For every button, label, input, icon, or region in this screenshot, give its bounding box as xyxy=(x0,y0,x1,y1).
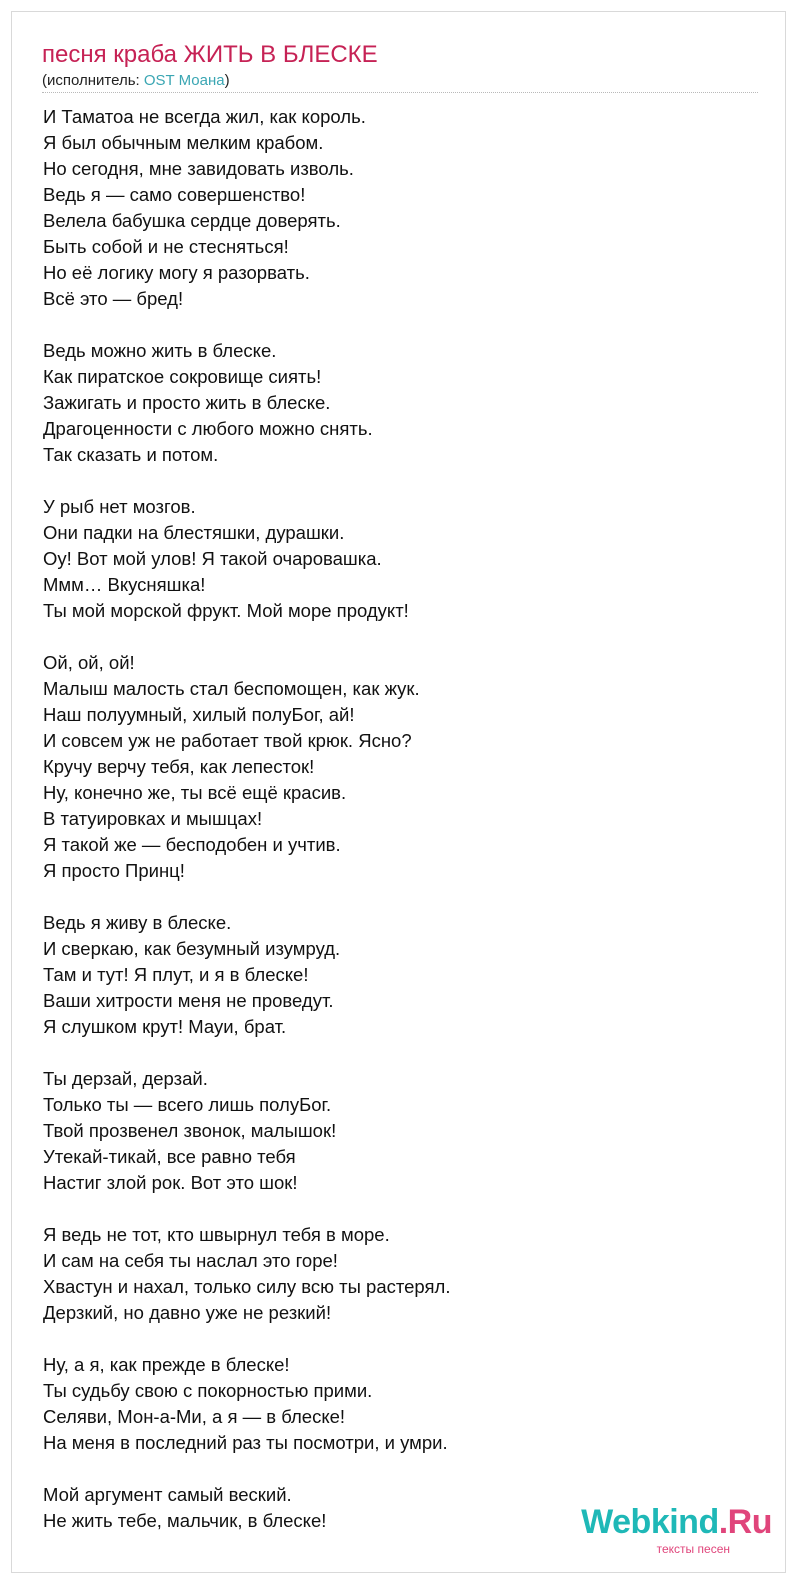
lyrics-line: Я был обычным мелким крабом. xyxy=(43,132,324,153)
lyrics-line: Настиг злой рок. Вот это шок! xyxy=(43,1172,298,1193)
lyrics-stanza xyxy=(43,1222,743,1326)
lyrics-stanza xyxy=(43,1066,743,1196)
song-title: песня краба ЖИТЬ В БЛЕСКЕ xyxy=(42,41,378,68)
artist-suffix: ) xyxy=(224,72,230,89)
lyrics-line: Ты судьбу свою с покорностью прими. xyxy=(43,1380,373,1401)
lyrics-line: Ведь я живу в блеске. xyxy=(43,912,232,933)
lyrics-line: Ну, а я, как прежде в блеске! xyxy=(43,1354,290,1375)
logo-wordmark xyxy=(581,1502,772,1542)
lyrics-line: Драгоценности с любого можно снять. xyxy=(43,418,373,439)
artist-line xyxy=(42,72,230,90)
lyrics-line: Малыш малость стал беспомощен, как жук. xyxy=(43,678,420,699)
lyrics-line: Я такой же — бесподобен и учтив. xyxy=(43,834,341,855)
lyrics-stanza xyxy=(43,1352,743,1456)
lyrics-line: Ты мой морской фрукт. Мой море продукт! xyxy=(43,600,409,621)
artist-link[interactable]: OST Моана xyxy=(143,72,225,89)
lyrics-line: Только ты — всего лишь полуБог. xyxy=(43,1094,332,1115)
artist-prefix: (исполнитель: xyxy=(42,72,144,89)
lyrics-line: Ты дерзай, дерзай. xyxy=(43,1068,208,1089)
header-divider xyxy=(42,92,758,93)
lyrics-line: Кручу верчу тебя, как лепесток! xyxy=(43,756,315,777)
lyrics-block xyxy=(43,104,743,1534)
lyrics-line: Быть собой и не стесняться! xyxy=(43,236,289,257)
lyrics-stanza xyxy=(43,338,743,468)
lyrics-line: И сверкаю, как безумный изумруд. xyxy=(43,938,341,959)
lyrics-line: Ведь можно жить в блеске. xyxy=(43,340,277,361)
lyrics-line: Ваши хитрости меня не проведут. xyxy=(43,990,334,1011)
lyrics-line: Там и тут! Я плут, и я в блеске! xyxy=(43,964,309,985)
lyrics-line: Не жить тебе, мальчик, в блеске! xyxy=(43,1510,327,1531)
lyrics-line: Так сказать и потом. xyxy=(43,444,219,465)
lyrics-line: И Таматоа не всегда жил, как король. xyxy=(43,106,366,127)
lyrics-line: Но сегодня, мне завидовать изволь. xyxy=(43,158,354,179)
lyrics-stanza xyxy=(43,104,743,312)
lyrics-line: Оу! Вот мой улов! Я такой очаровашка. xyxy=(43,548,382,569)
logo-name: Webkind xyxy=(581,1503,719,1541)
lyrics-line: Я просто Принц! xyxy=(43,860,185,881)
lyrics-line: На меня в последний раз ты посмотри, и умри. xyxy=(43,1432,448,1453)
logo-tagline: тексты песен xyxy=(656,1542,730,1556)
lyrics-line: В татуировках и мышцах! xyxy=(43,808,263,829)
site-logo[interactable] xyxy=(572,1502,772,1560)
lyrics-stanza xyxy=(43,494,743,624)
lyrics-line: Утекай-тикай, все равно тебя xyxy=(43,1146,296,1167)
lyrics-line: Селяви, Мон-а-Ми, а я — в блеске! xyxy=(43,1406,346,1427)
lyrics-line: Я слушком крут! Мауи, брат. xyxy=(43,1016,287,1037)
lyrics-line: Как пиратское сокровище сиять! xyxy=(43,366,322,387)
lyrics-line: Ведь я — само совершенство! xyxy=(43,184,306,205)
lyrics-line: И совсем уж не работает твой крюк. Ясно? xyxy=(43,730,412,751)
lyrics-line: Твой прозвенел звонок, малышок! xyxy=(43,1120,337,1141)
lyrics-line: Ну, конечно же, ты всё ещё красив. xyxy=(43,782,347,803)
lyrics-line: Мой аргумент самый веский. xyxy=(43,1484,292,1505)
lyrics-line: Всё это — бред! xyxy=(43,288,184,309)
lyrics-line: Хвастун и нахал, только силу всю ты растерял. xyxy=(43,1276,451,1297)
lyrics-line: Велела бабушка сердце доверять. xyxy=(43,210,341,231)
lyrics-line: Зажигать и просто жить в блеске. xyxy=(43,392,331,413)
lyrics-line: Ой, ой, ой! xyxy=(43,652,135,673)
lyrics-line: Наш полуумный, хилый полуБог, ай! xyxy=(43,704,355,725)
lyrics-line: Они падки на блестяшки, дурашки. xyxy=(43,522,345,543)
lyrics-stanza xyxy=(43,650,743,884)
lyrics-stanza xyxy=(43,910,743,1040)
lyrics-line: Ммм… Вкусняшка! xyxy=(43,574,206,595)
lyrics-line: Я ведь не тот, кто швырнул тебя в море. xyxy=(43,1224,390,1245)
logo-tld: .Ru xyxy=(718,1503,772,1541)
lyrics-line: Но её логику могу я разорвать. xyxy=(43,262,310,283)
lyrics-line: Дерзкий, но давно уже не резкий! xyxy=(43,1302,332,1323)
lyrics-line: И сам на себя ты наслал это горе! xyxy=(43,1250,338,1271)
lyrics-line: У рыб нет мозгов. xyxy=(43,496,196,517)
